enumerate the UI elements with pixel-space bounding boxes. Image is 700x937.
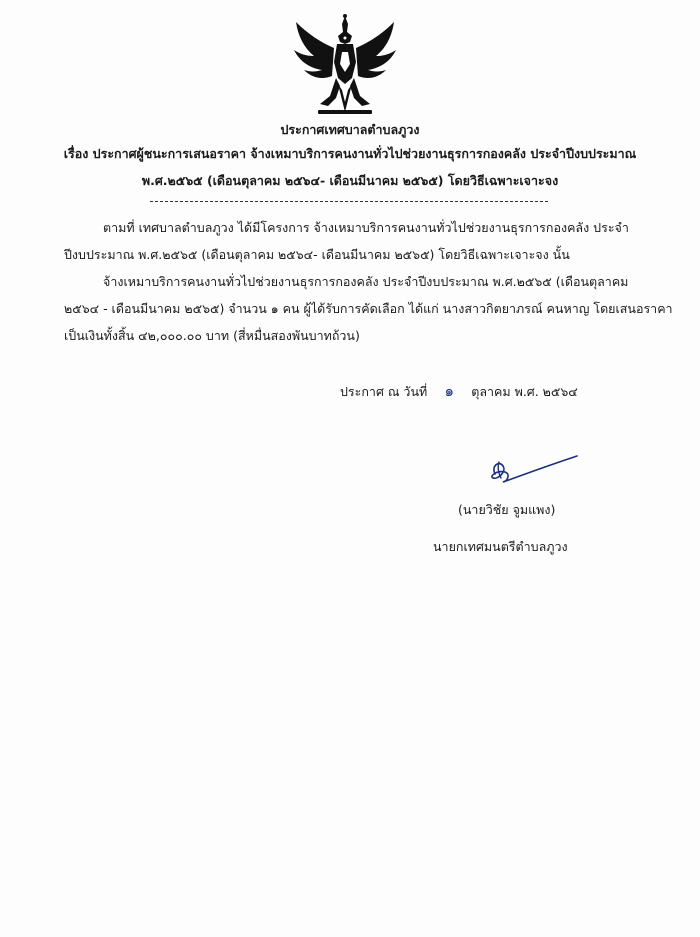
paragraph-2-line-1: จ้างเหมาบริการคนงานทั่วไปช่วยงานธุรการกองคลัง ประจำปีงบประมาณ พ.ศ.๒๕๖๕ (เดือนตุลาคม xyxy=(103,274,629,289)
date-suffix: ตุลาคม พ.ศ. ๒๕๖๔ xyxy=(471,384,578,399)
separator-line xyxy=(150,201,548,202)
garuda-emblem-icon xyxy=(290,12,400,120)
signatory-position: นายกเทศมนตรีตำบลภูวง xyxy=(433,539,568,554)
subject-line-2: พ.ศ.๒๕๖๕ (เดือนตุลาคม ๒๕๖๔- เดือนมีนาคม ๒๕๖๕) โดยวิธีเฉพาะเจาะจง xyxy=(141,173,559,188)
announcement-date xyxy=(340,383,578,400)
handwritten-signature xyxy=(485,452,585,492)
date-day: ๑ xyxy=(444,382,454,400)
paragraph-2-line-2: ๒๕๖๔ - เดือนมีนาคม ๒๕๖๕) จำนวน ๑ คน ผู้ได้รับการคัดเลือก ได้แก่ นางสาวกิตยาภรณ์ คนหาญ โดยเสนอราคา xyxy=(64,301,673,316)
signatory-name: (นายวิชัย จูมแพง) xyxy=(458,502,556,517)
date-prefix: ประกาศ ณ วันที่ xyxy=(340,384,428,399)
subject-line-1: เรื่อง ประกาศผู้ชนะการเสนอราคา จ้างเหมาบริการคนงานทั่วไปช่วยงานธุรการกองคลัง ประจำปีงบประมาณ xyxy=(63,146,637,161)
paragraph-1-line-2: ปีงบประมาณ พ.ศ.๒๕๖๕ (เดือนตุลาคม ๒๕๖๔- เดือนมีนาคม ๒๕๖๕) โดยวิธีเฉพาะเจาะจง นั้น xyxy=(64,247,570,262)
paragraph-2-line-3: เป็นเงินทั้งสิ้น ๔๒,๐๐๐.๐๐ บาท (สี่หมื่นสองพันบาทถ้วน) xyxy=(64,328,360,343)
document-title: ประกาศเทศบาลตำบลภูวง xyxy=(280,122,420,137)
paragraph-1-line-1: ตามที่ เทศบาลตำบลภูวง ได้มีโครงการ จ้างเหมาบริการคนงานทั่วไปช่วยงานธุรการกองคลัง ประจำ xyxy=(103,220,629,235)
